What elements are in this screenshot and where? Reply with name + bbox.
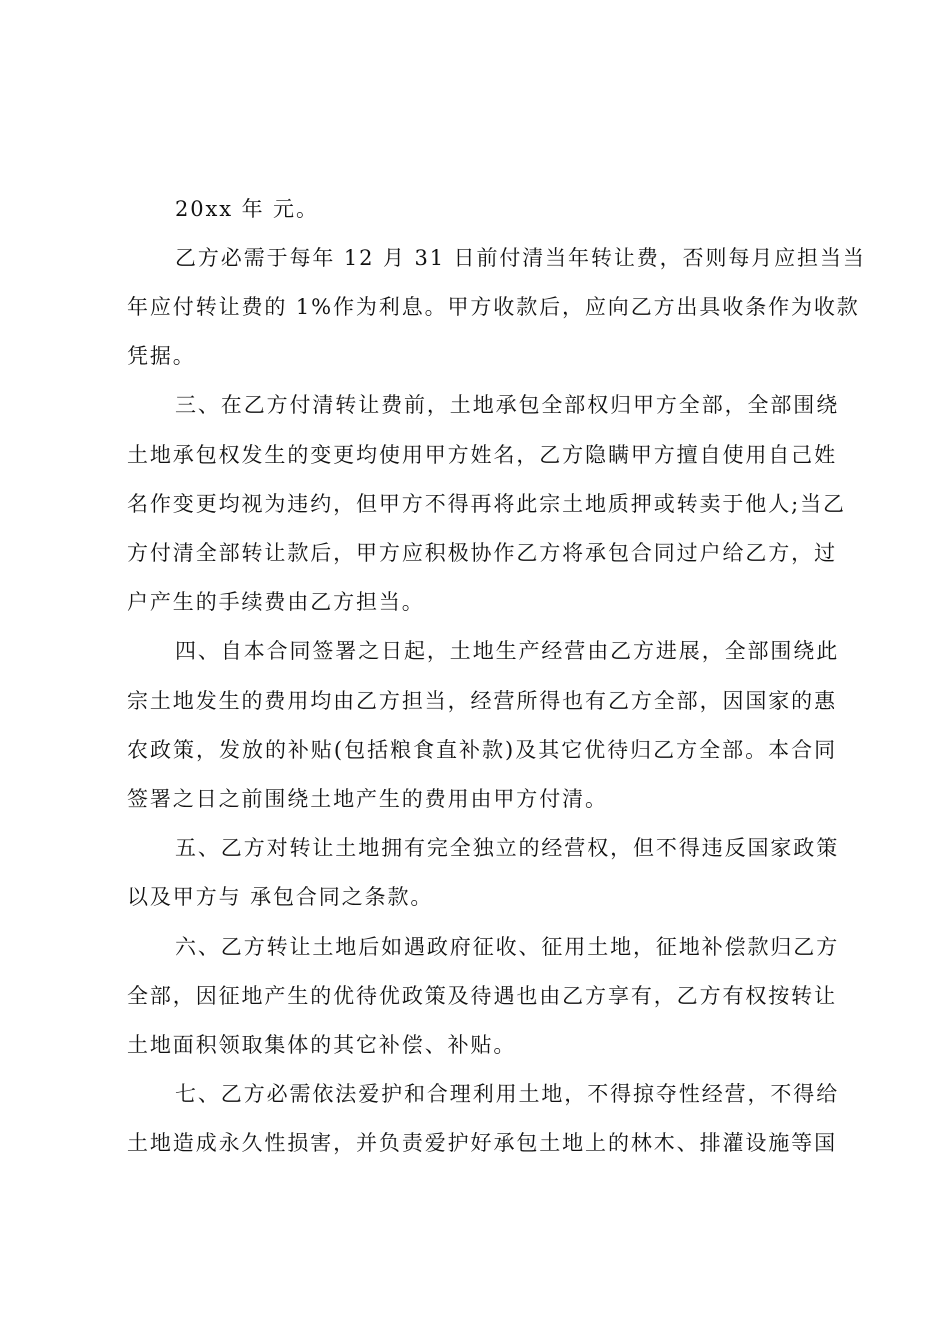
text-line: 20xx 年 元。 <box>175 197 319 221</box>
text-line: 名作变更均视为违约，但甲方不得再将此宗土地质押或转卖于他人;当乙 <box>127 492 846 516</box>
text-line: 方付清全部转让款后，甲方应积极协作乙方将承包合同过户给乙方，过 <box>127 541 837 565</box>
text-line: 六、乙方转让土地后如遇政府征收、征用土地，征地补偿款归乙方 <box>175 935 840 959</box>
text-line: 全部，因征地产生的优待优政策及待遇也由乙方享有，乙方有权按转让 <box>127 984 837 1008</box>
text-line: 农政策，发放的补贴(包括粮食直补款)及其它优待归乙方全部。本合同 <box>127 738 837 762</box>
text-line: 凭据。 <box>127 344 196 368</box>
text-line: 土地面积领取集体的其它补偿、补贴。 <box>127 1033 517 1057</box>
text-line: 户产生的手续费由乙方担当。 <box>127 590 425 614</box>
text-line: 以及甲方与 承包合同之条款。 <box>127 885 434 909</box>
text-line: 土地造成永久性损害，并负责爱护好承包土地上的林木、排灌设施等国 <box>127 1131 837 1155</box>
text-line: 宗土地发生的费用均由乙方担当，经营所得也有乙方全部，因国家的惠 <box>127 689 837 713</box>
text-line: 乙方必需于每年 12 月 31 日前付清当年转让费，否则每月应担当当 <box>175 246 866 270</box>
text-line: 三、在乙方付清转让费前，土地承包全部权归甲方全部，全部围绕 <box>175 393 840 417</box>
text-line: 五、乙方对转让土地拥有完全独立的经营权，但不得违反国家政策 <box>175 836 840 860</box>
text-line: 年应付转让费的 1%作为利息。甲方收款后，应向乙方出具收条作为收款 <box>127 295 860 319</box>
text-line: 土地承包权发生的变更均使用甲方姓名，乙方隐瞒甲方擅自使用自己姓 <box>127 443 837 467</box>
text-line: 四、自本合同签署之日起，土地生产经营由乙方进展，全部围绕此 <box>175 639 840 663</box>
text-line: 签署之日之前围绕土地产生的费用由甲方付清。 <box>127 787 608 811</box>
text-line: 七、乙方必需依法爱护和合理利用土地，不得掠夺性经营，不得给 <box>175 1082 840 1106</box>
